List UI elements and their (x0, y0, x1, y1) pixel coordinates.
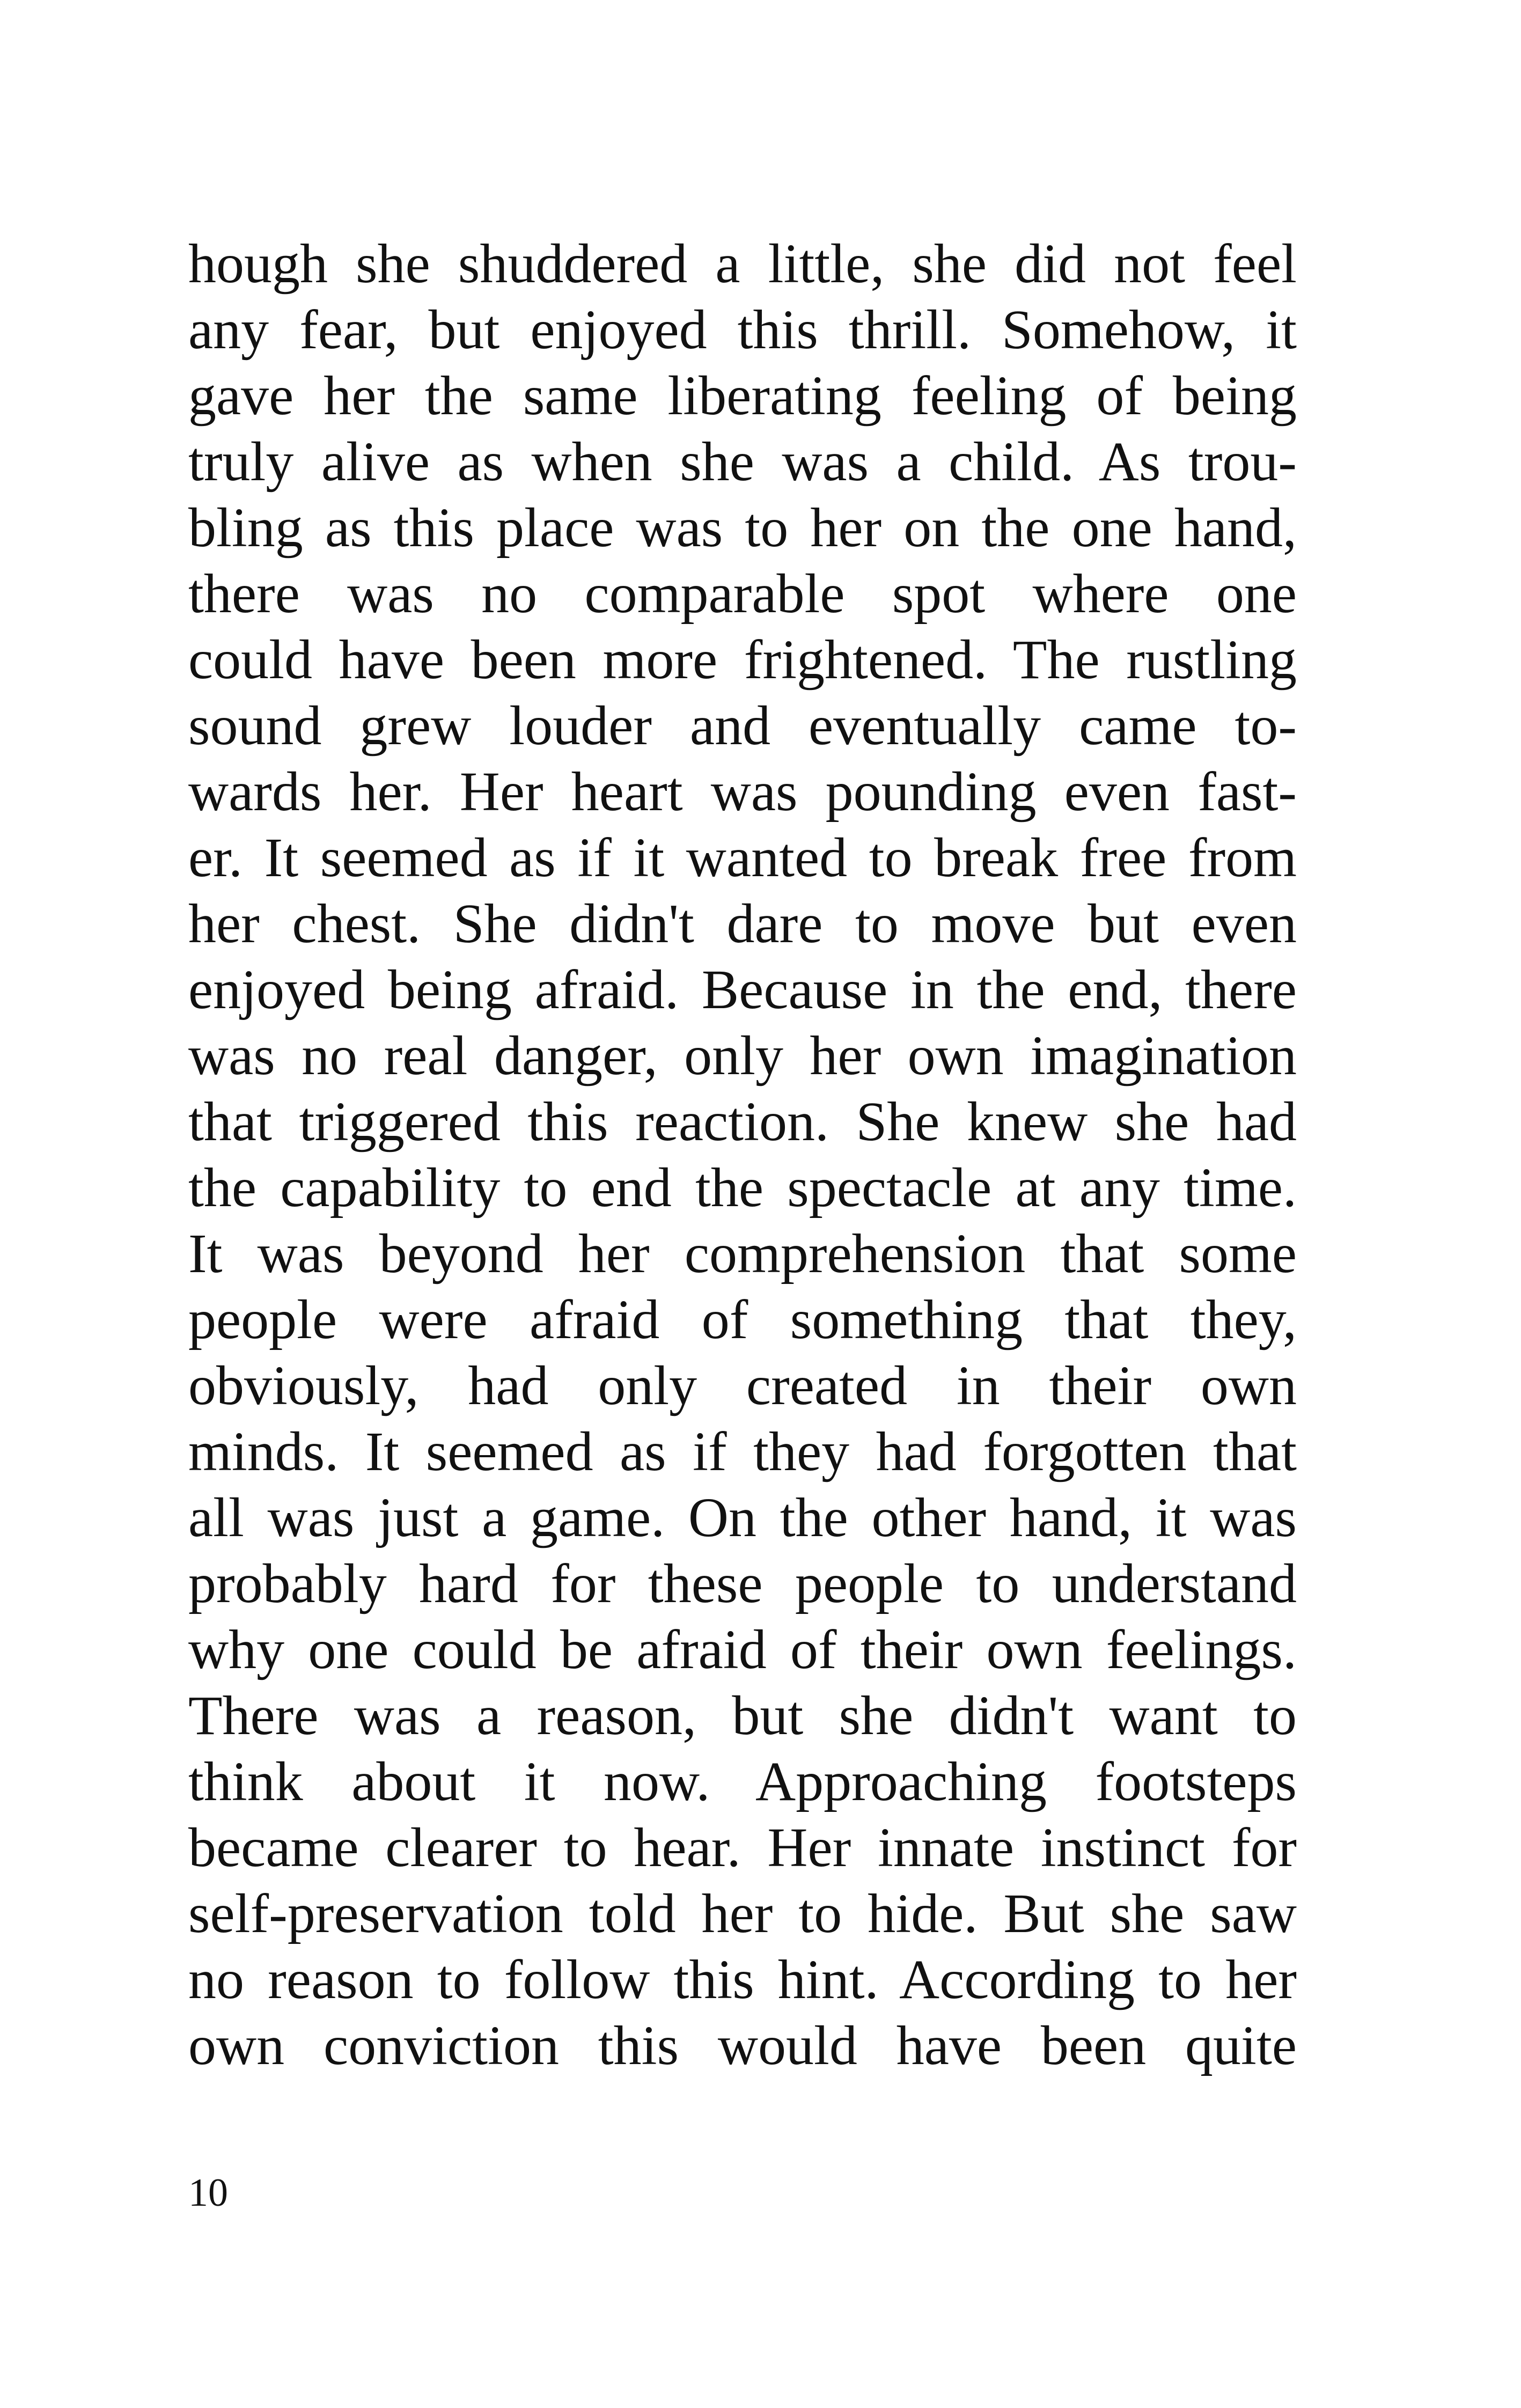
text-line: there was no comparable spot where one (188, 563, 1297, 625)
text-line: her chest. She didn't dare to move but even (188, 893, 1297, 955)
text-line: enjoyed being afraid. Because in the end, there (188, 959, 1297, 1021)
text-line: wards her. Her heart was pounding even fast- (188, 761, 1297, 823)
text-line: obviously, had only created in their own (188, 1355, 1297, 1416)
text-line: bling as this place was to her on the one hand, (188, 497, 1297, 559)
text-line: no reason to follow this hint. According to her (188, 1949, 1297, 2010)
text-line: was no real danger, only her own imagination (188, 1025, 1297, 1086)
text-line: truly alive as when she was a child. As trou- (188, 431, 1297, 493)
text-line: became clearer to hear. Her innate instinct for (188, 1817, 1297, 1878)
text-line: minds. It seemed as if they had forgotten that (188, 1421, 1297, 1482)
text-line: why one could be afraid of their own feelings. (188, 1619, 1297, 1680)
text-line: gave her the same liberating feeling of being (188, 365, 1297, 427)
text-line: think about it now. Approaching footsteps (188, 1751, 1297, 1812)
text-line: It was beyond her comprehension that some (188, 1223, 1297, 1284)
text-line: all was just a game. On the other hand, it was (188, 1487, 1297, 1548)
text-line: could have been more frightened. The rustling (188, 629, 1297, 691)
text-line: people were afraid of something that they, (188, 1289, 1297, 1350)
text-line: er. It seemed as if it wanted to break free from (188, 827, 1297, 889)
text-line: self-preservation told her to hide. But she saw (188, 1883, 1297, 1944)
text-line: own conviction this would have been quite (188, 2015, 1297, 2076)
body-text (188, 231, 1297, 2079)
text-line: probably hard for these people to understand (188, 1553, 1297, 1614)
text-line: that triggered this reaction. She knew she had (188, 1091, 1297, 1152)
text-line: sound grew louder and eventually came to- (188, 695, 1297, 757)
text-line: the capability to end the spectacle at any time. (188, 1157, 1297, 1218)
text-line: any fear, but enjoyed this thrill. Somehow, it (188, 299, 1297, 361)
text-line: There was a reason, but she didn't want to (188, 1685, 1297, 1746)
page-number: 10 (188, 2171, 228, 2215)
text-line: hough she shuddered a little, she did not feel (188, 233, 1297, 295)
